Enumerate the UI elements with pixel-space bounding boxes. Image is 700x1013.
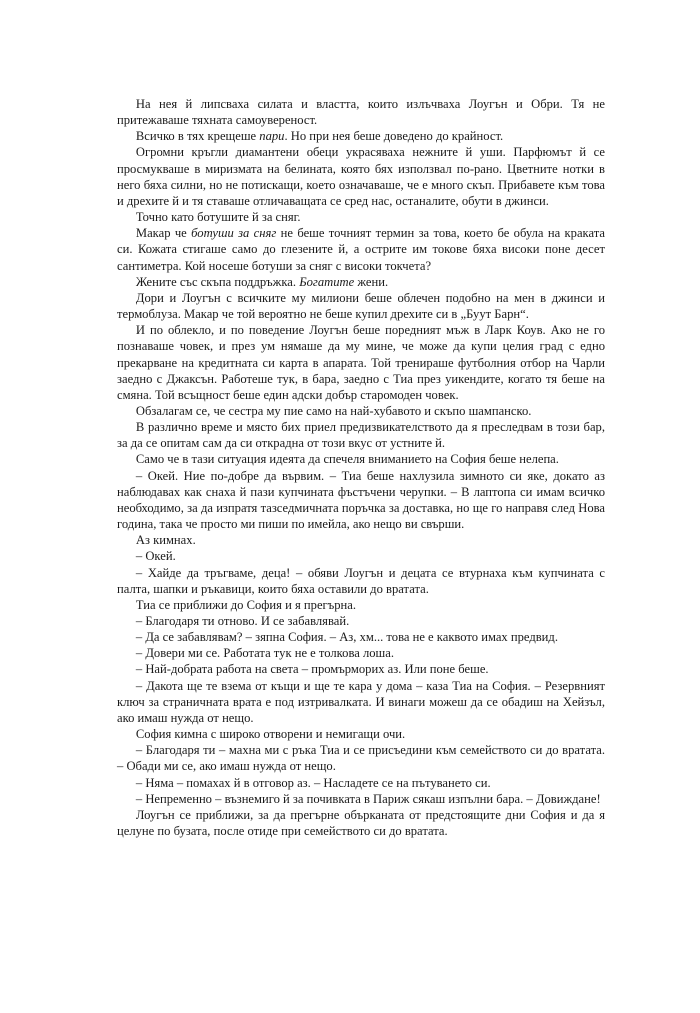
paragraph bbox=[117, 742, 605, 774]
text-run: На нея й липсваха силата и властта, които излъчваха Лоугън и Обри. Тя не притежаваше тяхната самоувереност. bbox=[117, 97, 605, 128]
text-run: – Окей. bbox=[135, 549, 176, 564]
paragraph bbox=[117, 468, 605, 533]
paragraph bbox=[117, 726, 605, 742]
text-run: – Довери ми се. Работата тук не е толкова лоша. bbox=[135, 646, 394, 661]
body-text bbox=[117, 96, 605, 839]
text-run: – Окей. Ние по-добре да вървим. – Тиа беше нахлузила зимното си яке, докато аз наблюдавах как снаха й пази купчината фъстъчени черупки. – В лаптопа си имам всичко необходимо, за да изпратя тазседмичната поръчка за доставка, но ще го направя след Нова година, така че просто ми пиши по имейла, ако нещо ви свърши. bbox=[117, 468, 605, 532]
paragraph bbox=[117, 661, 605, 677]
text-run: – Благодаря ти отново. И се забавлявай. bbox=[135, 614, 350, 628]
text-run: – Дакота ще те вземa от къщи и ще те кара у дома – каза Тиа на София. – Резервният ключ за страничната врата е под изтривалката. И винаги можеш да се обадиш на Хейзъл, ако имаш нужда от нещо. bbox=[117, 678, 605, 725]
paragraph bbox=[117, 96, 605, 128]
emphasis-text: Богатите bbox=[299, 274, 355, 289]
paragraph bbox=[117, 290, 605, 322]
paragraph bbox=[117, 597, 605, 613]
text-run: В различно време и място бих приел предизвикателството да я преследвам в този бар, за да се опитам сам да си открадна от този вкус от устните й. bbox=[117, 420, 605, 451]
paragraph bbox=[117, 451, 605, 467]
text-run: жени. bbox=[354, 274, 389, 289]
text-run: Всичко в тях крещеше bbox=[135, 129, 260, 144]
text-run: . Но при нея беше доведено до крайност. bbox=[284, 129, 504, 144]
paragraph bbox=[117, 144, 605, 209]
emphasis-text: пари bbox=[259, 129, 285, 144]
text-run: Макар че bbox=[135, 226, 192, 241]
paragraph bbox=[117, 532, 605, 548]
paragraph bbox=[117, 274, 605, 290]
text-run: София кимна с широко отворени и немигащи очи. bbox=[135, 727, 406, 742]
paragraph bbox=[117, 791, 605, 807]
text-run: – Хайде да тръгваме, деца! – обяви Лоугън и децата се втурнаха към купчината с палта, шапки и ръкавици, които бяха оставили до вратата. bbox=[117, 565, 605, 596]
text-run: Огромни кръгли диамантени обеци украсяваха нежните й уши. Парфюмът й се просмукваше в миризмата на белината, която бях използвал по-рано. Цветните нотки в него бяха силни, но не потискащи, което означаваше, че е много скъп. Прибавете към това и дрехите й и тя ставаше отличаващата се сред нас, останалите, обути в джинси. bbox=[117, 145, 605, 208]
text-run: – Да се забавлявам? – зяпна София. – Аз, хм... това не е каквото имах предвид. bbox=[135, 630, 558, 645]
paragraph bbox=[117, 209, 605, 225]
text-run: И по облекло, и по поведение Лоугън беше поредният мъж в Ларк Коув. Ако не го познаваше човек, и през ум нямаше да му мине, че може да купи целия град с едно прекарване на кредитната си карта в апарата. Той тренираше футболния отбор на Чарли заедно с Джаксън. Работеше тук, в бара, заедно с Тиа през уикендите, когато тя беше на смяна. Той всъщност беше един адски добър старомоден човек. bbox=[117, 323, 605, 402]
paragraph bbox=[117, 419, 605, 451]
paragraph bbox=[117, 807, 605, 839]
text-run: Обзалагам се, че сестра му пие само на най-хубавото и скъпо шампанско. bbox=[135, 403, 532, 418]
text-run: Само че в тази ситуация идеята да спечеля вниманието на София беше нелепа. bbox=[135, 452, 559, 467]
paragraph bbox=[117, 629, 605, 645]
text-run: Точно като ботушите й за сняг. bbox=[135, 210, 301, 225]
paragraph bbox=[117, 225, 605, 273]
text-run: – Няма – помахах й в отговор аз. – Насладете се на пътуването си. bbox=[135, 775, 491, 790]
paragraph bbox=[117, 613, 605, 629]
paragraph bbox=[117, 548, 605, 564]
text-run: – Непременно – възнемиго й за почивката в Париж сякаш изпълни бара. – Довиждане! bbox=[135, 791, 601, 806]
text-run: Аз кимнах. bbox=[135, 533, 196, 548]
text-run: Лоугън се приближи, за да прегърне обърканата от предстоящите дни София и да я целуне по бузата, после отиде при семейството си до вратата. bbox=[117, 807, 605, 839]
text-run: Дори и Лоугън с всичките му милиони беше облечен подобно на мен в джинси и термоблуза. Макар че той вероятно не беше купил дрехите си в „Буут Барн“. bbox=[117, 290, 605, 322]
paragraph bbox=[117, 403, 605, 419]
text-run: не беше точният термин за това, което бе обула на краката си. Кожата стигаше само до глезените й, а острите им токове бяха високи поне десет сантиметра. Кой носеше ботуши за сняг с високи токчета? bbox=[117, 226, 605, 273]
paragraph bbox=[117, 128, 605, 144]
text-run: – Благодаря ти – махна ми с ръка Тиа и се присъедини към семейството си до вратата. – Обади ми се, ако имаш нужда от нещо. bbox=[117, 743, 605, 774]
emphasis-text: ботуши за сняг bbox=[191, 226, 277, 241]
text-run: Тиа се приближи до София и я прегърна. bbox=[135, 597, 357, 612]
paragraph bbox=[117, 645, 605, 661]
paragraph bbox=[117, 322, 605, 403]
paragraph bbox=[117, 565, 605, 597]
paragraph bbox=[117, 678, 605, 726]
paragraph bbox=[117, 775, 605, 791]
text-run: Жените със скъпа поддръжка. bbox=[135, 274, 300, 289]
text-run: – Най-добрата работа на света – промърморих аз. Или поне беше. bbox=[135, 662, 489, 677]
